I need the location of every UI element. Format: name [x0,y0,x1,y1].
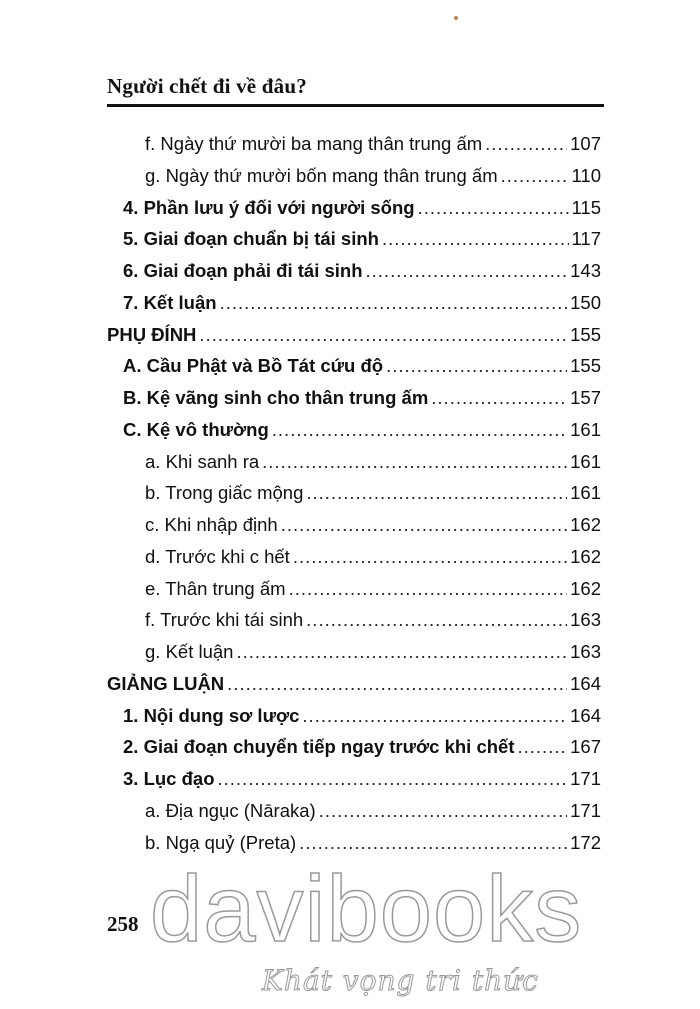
toc-leader-dots [227,671,567,697]
toc-entry-page: 117 [571,228,601,250]
toc-leader-dots [501,163,569,189]
toc-entry-title: B. Kệ vãng sinh cho thân trung ấm [123,387,429,408]
toc-entry-title: f. Ngày thứ mười ba mang thân trung ấm [145,133,483,154]
toc-leader-dots [485,131,567,157]
toc-leader-dots [220,290,568,316]
toc-entry-title: 5. Giai đoạn chuẩn bị tái sinh [123,228,379,250]
toc-entry [145,449,601,475]
toc-entry-page: 161 [570,482,601,504]
toc-entry-title: 1. Nội dung sơ lược [123,704,300,726]
toc-leader-dots [236,639,567,665]
toc-entry-title: C. Kệ vô thường [123,418,269,440]
toc-entry [145,512,601,538]
toc-entry-page: 115 [571,196,601,218]
toc-entry [107,322,601,348]
toc-entry-title: b. Ngạ quỷ (Preta) [145,831,297,853]
toc-entry [145,607,601,633]
toc-entry [145,163,601,189]
header-rule [107,104,604,107]
toc-entry-page: 167 [570,736,601,758]
toc-entry-page: 150 [570,291,601,313]
toc-leader-dots [218,766,568,792]
toc-entry [123,703,601,729]
toc-leader-dots [319,798,567,824]
toc-entry-title: b. Trong giấc mộng [145,482,304,504]
toc-leader-dots [518,734,568,760]
toc-entry-title: 3. Lục đạo [123,768,215,789]
toc-entry-title: c. Khi nhập định [145,514,278,535]
toc-entry-title: 2. Giai đoạn chuyển tiếp ngay trước khi chết [123,736,515,758]
toc-entry [123,766,601,792]
toc-entry [145,480,601,506]
toc-entry-page: 171 [570,799,601,821]
toc-leader-dots [299,830,567,856]
toc-entry [107,671,601,697]
toc-entry-page: 162 [570,545,601,567]
toc-entry-page: 157 [570,387,601,408]
toc-leader-dots [262,449,567,475]
running-header-title: Người chết đi về đâu? [107,74,307,98]
toc-entry [123,290,601,316]
toc-entry-page: 172 [570,831,601,853]
toc-leader-dots [431,385,567,411]
toc-entry-page: 163 [570,609,601,631]
toc-entry-title: 4. Phần lưu ý đối với người sống [123,196,415,218]
toc-leader-dots [386,353,567,379]
toc-entry-title: e. Thân trung ấm [145,577,286,599]
toc-entry [123,385,601,411]
toc-leader-dots [272,417,567,443]
page-number: 258 [107,912,139,936]
toc-entry-page: 164 [570,672,601,694]
toc-entry-title: 7. Kết luận [123,291,217,313]
toc-entry-title: 6. Giai đoạn phải đi tái sinh [123,260,363,281]
toc-entry [145,798,601,824]
toc-entry [145,544,601,570]
toc-entry [145,830,601,856]
toc-entry [123,353,601,379]
toc-entry-page: 110 [571,164,601,186]
toc-entry-page: 163 [570,641,601,662]
toc-entry-page: 162 [570,514,601,535]
toc-entry [123,734,601,760]
toc-entry-title: a. Khi sanh ra [145,450,260,472]
paper-speck [454,16,458,20]
toc-leader-dots [306,607,567,633]
toc-leader-dots [293,544,567,570]
toc-leader-dots [199,322,567,348]
toc-leader-dots [281,512,567,538]
toc-entry [123,226,601,252]
toc-leader-dots [289,576,568,602]
watermark-brand: davibooks [150,856,583,961]
toc-entry-title: PHỤ ĐÍNH [107,323,197,345]
toc-entry-page: 143 [570,260,601,281]
toc-entry-title: GIẢNG LUẬN [107,672,225,694]
toc-entry-page: 162 [570,577,601,599]
toc-leader-dots [366,258,568,284]
toc-entry-title: a. Địa ngục (Nāraka) [145,799,316,821]
toc-entry-title: f. Trước khi tái sinh [145,609,304,631]
toc-leader-dots [382,226,569,252]
toc-entry [123,195,601,221]
toc-entry-title: A. Cầu Phật và Bồ Tát cứu độ [123,355,384,377]
toc-entry [145,576,601,602]
toc-entry-title: d. Trước khi c hết [145,545,290,567]
watermark-slogan: Khát vọng tri thức [262,964,539,997]
toc-entry-page: 107 [570,133,601,154]
toc-entry-page: 155 [570,323,601,345]
toc-leader-dots [418,195,569,221]
toc-entry-page: 155 [570,355,601,377]
toc-entry [123,258,601,284]
toc-entry-page: 171 [570,768,601,789]
toc-entry-page: 161 [570,418,601,440]
toc-entry-page: 164 [570,704,601,726]
toc-entry [123,417,601,443]
toc-entry-page: 161 [570,450,601,472]
toc-entry-title: g. Kết luận [145,641,234,662]
toc-entry-title: g. Ngày thứ mười bốn mang thân trung ấm [145,164,498,186]
toc-leader-dots [306,480,567,506]
toc-entry [145,131,601,157]
toc-entry [145,639,601,665]
toc-leader-dots [302,703,567,729]
